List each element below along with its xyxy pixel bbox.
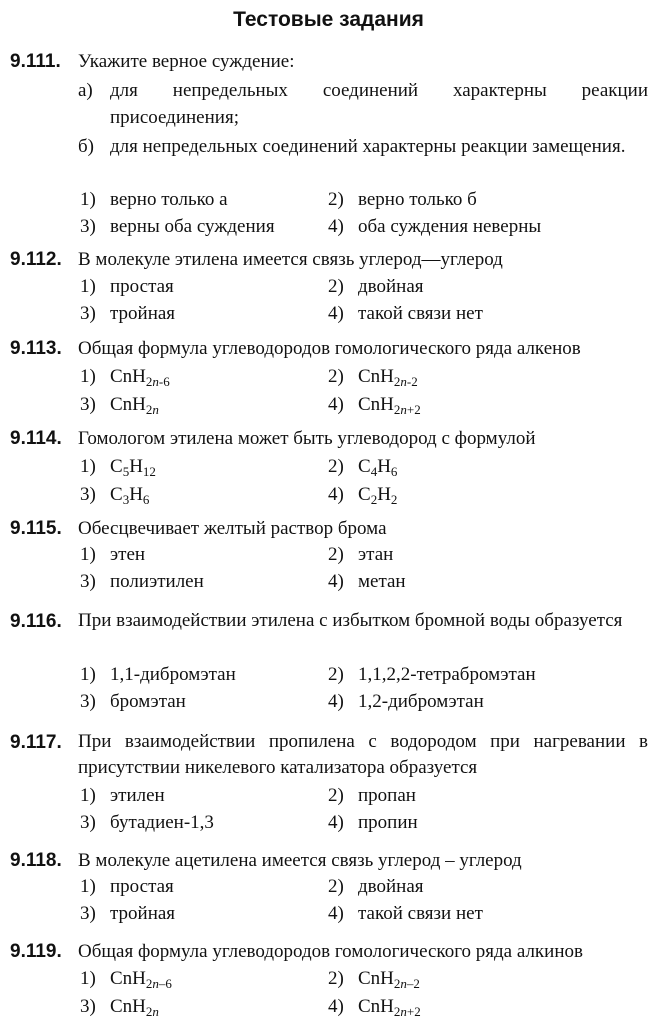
option-1[interactable]: 1) простая <box>80 276 174 297</box>
option-4[interactable]: 4) $C_2H_2$ <box>328 484 398 507</box>
option-2[interactable]: 2) двойная <box>328 876 424 897</box>
formula: $C_4H_6$ <box>358 456 398 479</box>
question-number: 9.116. <box>10 611 62 632</box>
statement-b <box>78 133 648 160</box>
question-text: В молекуле ацетилена имеется связь углерод – углерод <box>78 850 522 871</box>
option-4[interactable]: 4) такой связи нет <box>328 303 483 324</box>
formula: CnH$_{2n+2}$ <box>358 394 421 417</box>
formula: CnH$_{2n}$ <box>110 394 159 417</box>
formula: CnH$_{2n-2}$ <box>358 968 420 991</box>
option-3[interactable]: 3) CnH$_{2n}$ <box>80 394 159 417</box>
question-text: В молекуле этилена имеется связь углерод—углерод <box>78 249 503 270</box>
page-title: Тестовые задания <box>233 8 424 31</box>
question-number: 9.119. <box>10 941 62 962</box>
statement-a <box>78 77 648 131</box>
option-2[interactable]: 2) этан <box>328 544 394 565</box>
question-text: При взаимодействии пропилена с водородом при нагревании в присутствии никелевого катализатора образуется <box>78 731 648 778</box>
option-2[interactable]: 2) пропан <box>328 785 416 806</box>
question-text: Общая формула углеводородов гомологического ряда алкинов <box>78 941 583 962</box>
statement-text: для непредельных соединений характерны реакции замещения. <box>110 136 626 157</box>
option-4[interactable]: 4) CnH$_{2n+2}$ <box>328 996 421 1019</box>
formula: CnH$_{2n-6}$ <box>110 366 170 389</box>
option-3[interactable]: 3) тройная <box>80 903 176 924</box>
option-3[interactable]: 3) бутадиен-1,3 <box>80 812 214 833</box>
question-number: 9.115. <box>10 518 62 539</box>
option-4[interactable]: 4) CnH$_{2n+2}$ <box>328 394 421 417</box>
statement-label: а) <box>78 80 93 101</box>
option-1[interactable]: 1) 1,1-дибромэтан <box>80 664 236 685</box>
question-text: Обесцвечивает желтый раствор брома <box>78 518 387 539</box>
option-2[interactable]: 2) CnH$_{2n-2}$ <box>328 366 418 389</box>
option-2[interactable]: 2) двойная <box>328 276 424 297</box>
option-4[interactable]: 4) пропин <box>328 812 418 833</box>
question-number: 9.112. <box>10 249 62 270</box>
question-number: 9.113. <box>10 338 62 359</box>
formula: CnH$_{2n-2}$ <box>358 366 418 389</box>
option-1[interactable]: 1) CnH$_{2n-6}$ <box>80 366 170 389</box>
option-2[interactable]: 2) $C_4H_6$ <box>328 456 398 479</box>
question-number: 9.117. <box>10 732 62 753</box>
option-2[interactable]: 2) 1,1,2,2-тетрабромэтан <box>328 664 536 685</box>
option-3[interactable]: 3) CnH$_{2n}$ <box>80 996 159 1019</box>
option-2[interactable]: 2) верно только б <box>328 189 477 210</box>
question-text: Гомологом этилена может быть углеводород с формулой <box>78 428 536 449</box>
formula: CnH$_{2n+2}$ <box>358 996 421 1019</box>
formula: $C_3H_6$ <box>110 484 150 507</box>
option-1[interactable]: 1) этен <box>80 544 146 565</box>
option-3[interactable]: 3) тройная <box>80 303 176 324</box>
option-1[interactable]: 1) CnH$_{2n-6}$ <box>80 968 172 991</box>
formula: CnH$_{2n}$ <box>110 996 159 1019</box>
option-1[interactable]: 1) $C_5H_{12}$ <box>80 456 156 479</box>
question-text: Общая формула углеводородов гомологического ряда алкенов <box>78 338 581 359</box>
formula: $C_5H_{12}$ <box>110 456 156 479</box>
option-4[interactable]: 4) метан <box>328 571 406 592</box>
question-text: Укажите верное суждение: <box>78 51 295 72</box>
statement-text: для непредельных соединений характерны реакции присоединения; <box>110 80 648 128</box>
formula: CnH$_{2n-6}$ <box>110 968 172 991</box>
option-1[interactable]: 1) простая <box>80 876 174 897</box>
option-3[interactable]: 3) полиэтилен <box>80 571 204 592</box>
question-number: 9.111. <box>10 51 61 72</box>
option-2[interactable]: 2) CnH$_{2n-2}$ <box>328 968 420 991</box>
option-4[interactable]: 4) такой связи нет <box>328 903 483 924</box>
question-number: 9.114. <box>10 428 62 449</box>
option-3[interactable]: 3) $C_3H_6$ <box>80 484 150 507</box>
question-number: 9.118. <box>10 850 62 871</box>
option-3[interactable]: 3) верны оба суждения <box>80 216 275 237</box>
option-1[interactable]: 1) этилен <box>80 785 165 806</box>
question-text: При взаимодействии этилена с избытком бромной воды образуется <box>78 610 623 631</box>
option-4[interactable]: 4) 1,2-дибромэтан <box>328 691 484 712</box>
formula: $C_2H_2$ <box>358 484 398 507</box>
statement-label: б) <box>78 136 94 157</box>
option-3[interactable]: 3) бромэтан <box>80 691 186 712</box>
option-4[interactable]: 4) оба суждения неверны <box>328 216 542 237</box>
option-1[interactable]: 1) верно только а <box>80 189 228 210</box>
